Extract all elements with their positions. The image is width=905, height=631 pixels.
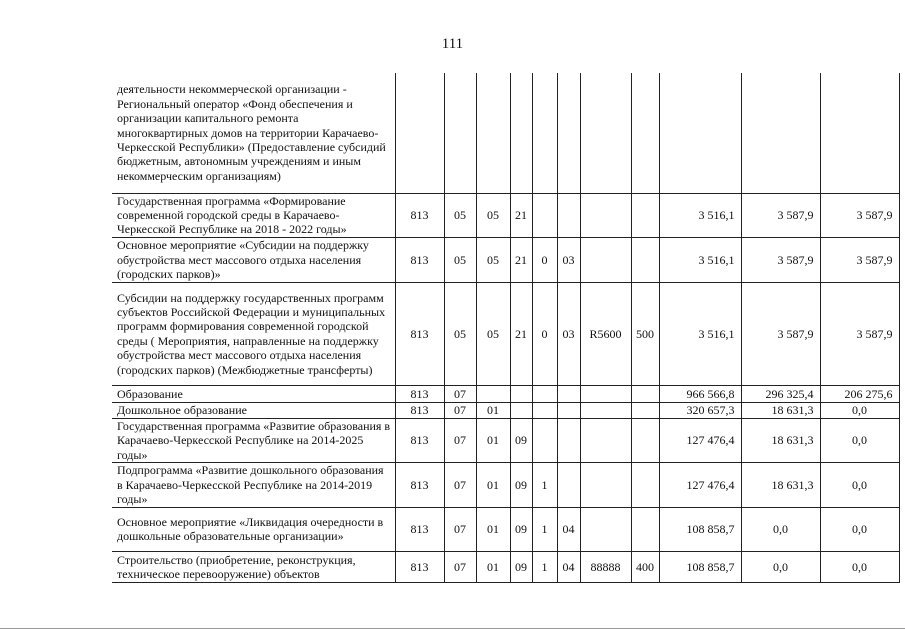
cell-2021: 3 587,9	[820, 282, 899, 385]
cell-rz: 07	[444, 507, 476, 551]
cell-ved: 813	[395, 551, 444, 582]
cell-2021: 0,0	[820, 507, 899, 551]
cell-cs3	[557, 462, 580, 507]
cell-2020: 3 587,9	[741, 193, 820, 237]
cell-pr: 01	[476, 551, 510, 582]
budget-table	[112, 73, 900, 583]
row-name: Государственная программа «Формирование современной городской среды в Карачаево-Черкесской Республике на 2018 - 2022 годы»	[112, 193, 395, 237]
cell-cs4	[580, 462, 631, 507]
cell-ved: 813	[395, 462, 444, 507]
cell-cs3	[557, 418, 580, 462]
cell-2020: 3 587,9	[741, 282, 820, 385]
cell-pr: 01	[476, 402, 510, 418]
cell-cs1: 09	[510, 507, 532, 551]
cell-ved: 813	[395, 418, 444, 462]
cell-rz: 07	[444, 462, 476, 507]
cell-vr	[631, 462, 659, 507]
row-name: Основное мероприятие «Субсидии на поддержку обустройства мест массового отдыха населения (городских парков)»	[112, 237, 395, 282]
cell-ved: 813	[395, 385, 444, 402]
cell-cs2: 0	[532, 282, 557, 385]
cell-cs3: 03	[557, 282, 580, 385]
cell-cs4	[580, 385, 631, 402]
table-row	[112, 551, 899, 582]
cell-rz: 07	[444, 385, 476, 402]
cell-cs4: R5600	[580, 282, 631, 385]
cell-pr: 01	[476, 418, 510, 462]
cell-2020: 18 631,3	[741, 418, 820, 462]
cell-cs2: 1	[532, 507, 557, 551]
table-row	[112, 385, 899, 402]
cell-pr: 05	[476, 193, 510, 237]
cell-2019	[659, 73, 741, 193]
cell-2020	[741, 73, 820, 193]
cell-vr: 400	[631, 551, 659, 582]
cell-2020: 18 631,3	[741, 402, 820, 418]
cell-cs4: 88888	[580, 551, 631, 582]
cell-cs4	[580, 507, 631, 551]
table-row	[112, 418, 899, 462]
cell-cs1: 21	[510, 237, 532, 282]
cell-cs1	[510, 402, 532, 418]
cell-2020: 296 325,4	[741, 385, 820, 402]
cell-cs2: 1	[532, 551, 557, 582]
row-name: Дошкольное образование	[112, 402, 395, 418]
cell-cs4	[580, 418, 631, 462]
row-name: Строительство (приобретение, реконструкция, техническое перевооружение) объектов	[112, 551, 395, 582]
cell-vr: 500	[631, 282, 659, 385]
cell-2021: 3 587,9	[820, 193, 899, 237]
cell-cs1: 09	[510, 551, 532, 582]
table-row	[112, 507, 899, 551]
cell-ved: 813	[395, 507, 444, 551]
table-row	[112, 237, 899, 282]
cell-ved	[395, 73, 444, 193]
cell-cs4	[580, 402, 631, 418]
cell-cs4	[580, 73, 631, 193]
row-name: Подпрограмма «Развитие дошкольного образования в Карачаево-Черкесской Республике на 2014-2019 годы»	[112, 462, 395, 507]
cell-pr: 05	[476, 237, 510, 282]
cell-ved: 813	[395, 237, 444, 282]
table-row	[112, 462, 899, 507]
cell-2021: 0,0	[820, 551, 899, 582]
cell-2020: 0,0	[741, 507, 820, 551]
cell-cs2	[532, 418, 557, 462]
cell-rz: 05	[444, 237, 476, 282]
cell-cs1: 09	[510, 462, 532, 507]
cell-2019: 108 858,7	[659, 551, 741, 582]
cell-2021	[820, 73, 899, 193]
cell-pr: 05	[476, 282, 510, 385]
cell-2021: 3 587,9	[820, 237, 899, 282]
cell-cs1	[510, 73, 532, 193]
cell-cs3	[557, 385, 580, 402]
cell-2019: 3 516,1	[659, 193, 741, 237]
cell-rz	[444, 73, 476, 193]
table-row	[112, 73, 899, 193]
cell-cs2: 1	[532, 462, 557, 507]
table-row	[112, 402, 899, 418]
cell-vr	[631, 385, 659, 402]
row-name: Образование	[112, 385, 395, 402]
cell-2019: 320 657,3	[659, 402, 741, 418]
cell-2020: 18 631,3	[741, 462, 820, 507]
page-number: 111	[441, 36, 464, 52]
cell-cs3: 03	[557, 237, 580, 282]
cell-rz: 07	[444, 551, 476, 582]
cell-2019: 127 476,4	[659, 418, 741, 462]
table-row	[112, 193, 899, 237]
cell-2021: 0,0	[820, 462, 899, 507]
cell-cs3: 04	[557, 551, 580, 582]
cell-2019: 966 566,8	[659, 385, 741, 402]
cell-2020: 0,0	[741, 551, 820, 582]
row-name: Основное мероприятие «Ликвидация очередности в дошкольные образовательные организации»	[112, 507, 395, 551]
cell-cs2	[532, 73, 557, 193]
cell-cs4	[580, 193, 631, 237]
row-name: Субсидии на поддержку государственных программ субъектов Российской Федерации и муниципальных программ формирования современной городской среды ( Мероприятия, направленные на поддержку обустройства мест массового отдыха населения (городских парков) (Межбюджетные трансферты)	[112, 282, 395, 385]
cell-ved: 813	[395, 193, 444, 237]
cell-2019: 3 516,1	[659, 237, 741, 282]
page-bottom-rule	[0, 628, 905, 629]
cell-cs2	[532, 193, 557, 237]
cell-vr	[631, 507, 659, 551]
cell-vr	[631, 73, 659, 193]
cell-ved: 813	[395, 402, 444, 418]
table-row	[112, 282, 899, 385]
cell-vr	[631, 193, 659, 237]
cell-pr	[476, 385, 510, 402]
cell-cs3: 04	[557, 507, 580, 551]
cell-2021: 206 275,6	[820, 385, 899, 402]
cell-cs4	[580, 237, 631, 282]
cell-cs2	[532, 385, 557, 402]
cell-pr: 01	[476, 507, 510, 551]
cell-vr	[631, 237, 659, 282]
cell-vr	[631, 418, 659, 462]
cell-rz: 05	[444, 193, 476, 237]
cell-cs1: 09	[510, 418, 532, 462]
cell-vr	[631, 402, 659, 418]
cell-cs3	[557, 193, 580, 237]
cell-rz: 05	[444, 282, 476, 385]
cell-2019: 3 516,1	[659, 282, 741, 385]
cell-cs2: 0	[532, 237, 557, 282]
cell-cs3	[557, 73, 580, 193]
cell-cs3	[557, 402, 580, 418]
cell-2020: 3 587,9	[741, 237, 820, 282]
cell-cs1: 21	[510, 282, 532, 385]
row-name: Государственная программа «Развитие образования в Карачаево-Черкесской Республике на 2014-2025 годы»	[112, 418, 395, 462]
cell-2019: 127 476,4	[659, 462, 741, 507]
cell-rz: 07	[444, 418, 476, 462]
cell-rz: 07	[444, 402, 476, 418]
cell-2019: 108 858,7	[659, 507, 741, 551]
cell-pr: 01	[476, 462, 510, 507]
cell-cs2	[532, 402, 557, 418]
cell-cs1: 21	[510, 193, 532, 237]
cell-cs1	[510, 385, 532, 402]
row-name: деятельности некоммерческой организации - Региональный оператор «Фонд обеспечения и организации капитального ремонта многоквартирных домов на территории Карачаево-Черкесской Республики» (Предоставление субсидий бюджетным, автономным учреждениям и иным некоммерческим организациям)	[112, 73, 395, 193]
cell-2021: 0,0	[820, 402, 899, 418]
cell-ved: 813	[395, 282, 444, 385]
cell-pr	[476, 73, 510, 193]
cell-2021: 0,0	[820, 418, 899, 462]
